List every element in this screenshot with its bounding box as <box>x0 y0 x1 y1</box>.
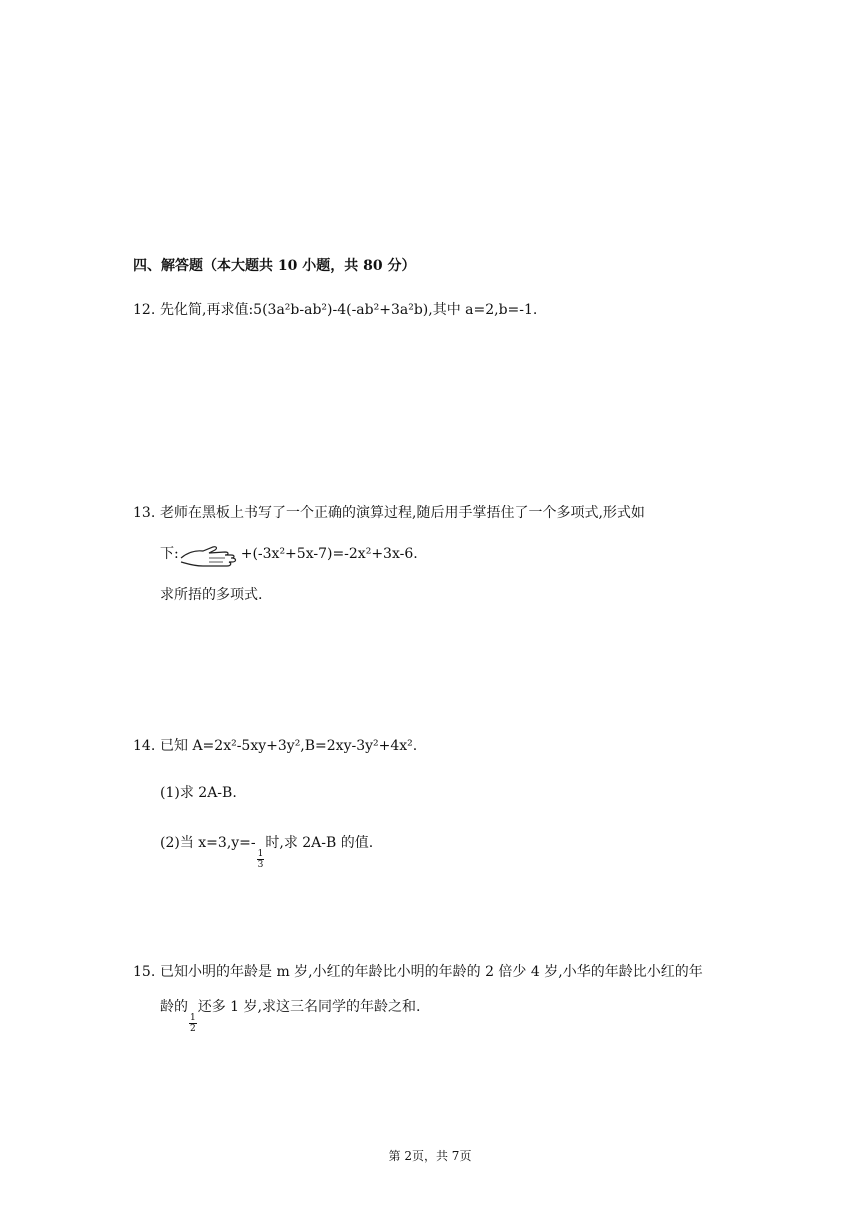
question-number: 12. <box>133 302 156 318</box>
part-prefix: (2)当 x=3,y=- <box>160 835 256 851</box>
question-text: 老师在黑板上书写了一个正确的演算过程,随后用手掌捂住了一个多项式,形式如 <box>160 505 645 521</box>
question-13 <box>133 503 645 523</box>
fraction-numerator: 1 <box>190 1013 196 1023</box>
equation-prefix: 下: <box>160 546 179 562</box>
question-14-part-1: (1)求 2A-B. <box>160 785 237 801</box>
fraction <box>189 1013 197 1034</box>
section-title: 四、解答题（本大题共 10 小题，共 80 分） <box>133 258 416 274</box>
question-number: 13. <box>133 505 156 521</box>
question-15 <box>133 962 703 982</box>
line-suffix: 还多 1 岁,求这三名同学的年龄之和. <box>197 999 421 1015</box>
question-text: 已知小明的年龄是 m 岁,小红的年龄比小明的年龄的 2 倍少 4 岁,小华的年龄比小红的年 <box>160 964 703 980</box>
fraction-numerator: 1 <box>257 849 264 859</box>
question-text: 已知 A=2x²-5xy+3y²,B=2xy-3y²+4x². <box>160 738 418 754</box>
question-13-equation <box>160 544 418 574</box>
question-number: 14. <box>133 738 156 754</box>
question-15-line-2 <box>160 997 420 1034</box>
fraction-denominator: 3 <box>257 860 264 870</box>
question-13-prompt: 求所捂的多项式. <box>160 587 263 603</box>
question-text: 先化简,再求值:5(3a²b-ab²)-4(-ab²+3a²b),其中 a=2,b=-1. <box>160 302 538 318</box>
fraction <box>257 849 265 870</box>
fraction-denominator: 2 <box>190 1024 196 1034</box>
equation-expression: +(-3x²+5x-7)=-2x²+3x-6. <box>240 546 418 562</box>
line-prefix: 龄的 <box>160 999 188 1015</box>
question-12 <box>133 300 537 320</box>
hand-icon <box>179 544 241 574</box>
question-number: 15. <box>133 964 156 980</box>
part-suffix: 时,求 2A-B 的值. <box>265 835 374 851</box>
question-14-part-2 <box>160 833 373 870</box>
question-14 <box>133 736 417 756</box>
page-footer: 第 2页，共 7页 <box>388 1149 472 1163</box>
